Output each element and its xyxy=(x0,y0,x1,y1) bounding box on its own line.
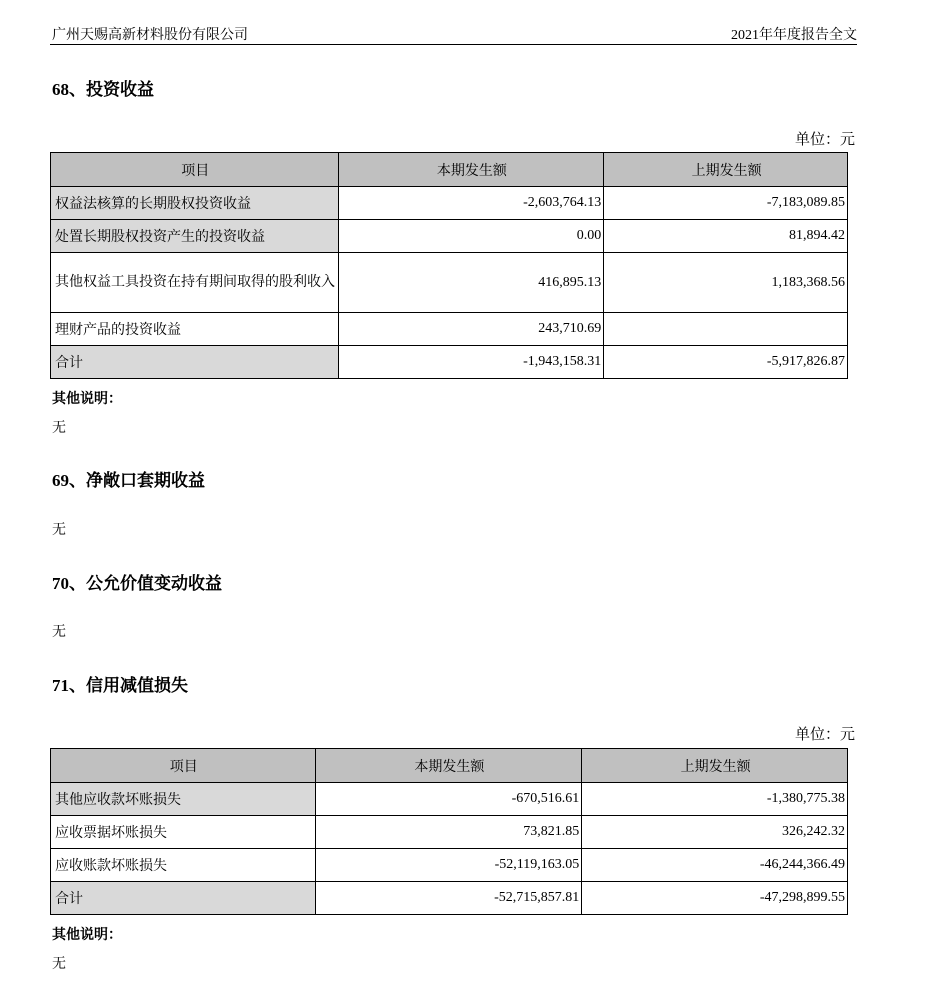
col-header-previous: 上期发生额 xyxy=(582,749,848,783)
current-value: -670,516.61 xyxy=(315,783,582,816)
row-label: 权益法核算的长期股权投资收益 xyxy=(51,187,339,220)
previous-value: -7,183,089.85 xyxy=(604,187,848,220)
col-header-current: 本期发生额 xyxy=(315,749,582,783)
col-header-previous: 上期发生额 xyxy=(604,153,848,187)
previous-value: -5,917,826.87 xyxy=(604,346,848,379)
table-row xyxy=(51,253,848,313)
previous-value: 326,242.32 xyxy=(582,816,848,849)
row-label: 其他权益工具投资在持有期间取得的股利收入 xyxy=(51,253,339,313)
table-row xyxy=(51,816,848,849)
table-total-row xyxy=(51,346,848,379)
section-70-text: 无 xyxy=(52,625,66,640)
row-label: 应收账款坏账损失 xyxy=(51,849,316,882)
current-value: 73,821.85 xyxy=(315,816,582,849)
section-68-unit: 单位：元 xyxy=(794,132,855,148)
current-value: 243,710.69 xyxy=(338,313,604,346)
current-value: 0.00 xyxy=(338,220,604,253)
table-row xyxy=(51,220,848,253)
current-value: 416,895.13 xyxy=(338,253,604,313)
row-label: 合计 xyxy=(51,882,316,915)
report-title: 2021年年度报告全文 xyxy=(731,28,857,43)
section-68-note-label: 其他说明： xyxy=(52,392,122,407)
credit-impairment-table xyxy=(50,748,848,915)
row-label: 处置长期股权投资产生的投资收益 xyxy=(51,220,339,253)
previous-value xyxy=(604,313,848,346)
section-69-title: 69、净敞口套期收益 xyxy=(52,471,205,490)
col-header-item: 项目 xyxy=(51,153,339,187)
section-71-note-label: 其他说明： xyxy=(52,928,122,943)
previous-value: 81,894.42 xyxy=(604,220,848,253)
row-label: 应收票据坏账损失 xyxy=(51,816,316,849)
section-68-note-text: 无 xyxy=(52,421,66,436)
section-69-text: 无 xyxy=(52,523,66,538)
previous-value: -47,298,899.55 xyxy=(582,882,848,915)
current-value: -2,603,764.13 xyxy=(338,187,604,220)
current-value: -52,715,857.81 xyxy=(315,882,582,915)
section-70-title: 70、公允价值变动收益 xyxy=(52,574,222,593)
row-label: 其他应收款坏账损失 xyxy=(51,783,316,816)
table-row xyxy=(51,187,848,220)
previous-value: 1,183,368.56 xyxy=(604,253,848,313)
table-header-row xyxy=(51,153,848,187)
current-value: -1,943,158.31 xyxy=(338,346,604,379)
company-name: 广州天赐高新材料股份有限公司 xyxy=(52,28,248,43)
section-71-title: 71、信用减值损失 xyxy=(52,676,188,695)
table-row xyxy=(51,313,848,346)
section-71-note-text: 无 xyxy=(52,957,66,972)
section-68-title: 68、投资收益 xyxy=(52,80,154,99)
current-value: -52,119,163.05 xyxy=(315,849,582,882)
investment-income-table xyxy=(50,152,848,379)
previous-value: -46,244,366.49 xyxy=(582,849,848,882)
table-header-row xyxy=(51,749,848,783)
table-row xyxy=(51,783,848,816)
row-label: 合计 xyxy=(51,346,339,379)
previous-value: -1,380,775.38 xyxy=(582,783,848,816)
col-header-current: 本期发生额 xyxy=(338,153,604,187)
row-label: 理财产品的投资收益 xyxy=(51,313,339,346)
page-header xyxy=(50,22,857,45)
section-71-unit: 单位：元 xyxy=(794,727,855,743)
col-header-item: 项目 xyxy=(51,749,316,783)
table-row xyxy=(51,849,848,882)
table-total-row xyxy=(51,882,848,915)
